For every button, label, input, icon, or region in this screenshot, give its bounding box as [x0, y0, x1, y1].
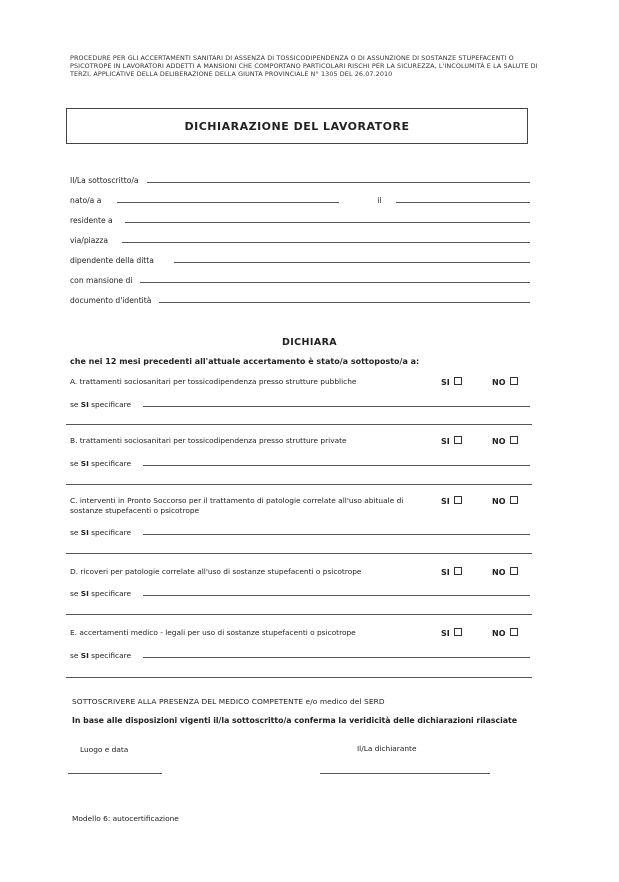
- si-checkbox[interactable]: [441, 567, 462, 577]
- specificare-label: se SI specificare: [70, 528, 132, 537]
- sottoscrivere-note: SOTTOSCRIVERE ALLA PRESENZA DEL MEDICO COMPETENTE e/o medico del SERD: [72, 697, 385, 706]
- si-checkbox[interactable]: [441, 628, 462, 638]
- fill-line[interactable]: [143, 465, 530, 466]
- field-label-il: il: [377, 196, 382, 205]
- no-label: NO: [492, 629, 506, 638]
- fill-line[interactable]: [143, 595, 530, 596]
- checkbox-icon[interactable]: [510, 496, 518, 504]
- no-checkbox[interactable]: [492, 377, 518, 387]
- separator-line: [66, 484, 532, 485]
- field-label: documento d'identità: [70, 296, 152, 305]
- field-label: nato/a a: [70, 196, 102, 205]
- separator-line: [66, 677, 532, 678]
- fill-line[interactable]: [159, 302, 530, 303]
- no-label: NO: [492, 378, 506, 387]
- field-label: dipendente della ditta: [70, 256, 154, 265]
- checkbox-icon[interactable]: [454, 377, 462, 385]
- specificare-row[interactable]: [70, 528, 530, 537]
- separator-line: [66, 553, 532, 554]
- si-label: SI: [441, 568, 450, 577]
- title-box: [66, 108, 528, 144]
- separator-line: [66, 614, 532, 615]
- specificare-row[interactable]: [70, 459, 530, 468]
- no-checkbox[interactable]: [492, 436, 518, 446]
- field-residente[interactable]: [70, 216, 530, 225]
- fill-line[interactable]: [117, 202, 339, 203]
- dichiarante-label: Il/La dichiarante: [357, 744, 417, 753]
- luogo-data-line[interactable]: [68, 773, 162, 774]
- checkbox-icon[interactable]: [454, 567, 462, 575]
- item-text: B. trattamenti sociosanitari per tossicodipendenza presso strutture private: [70, 436, 347, 445]
- checkbox-icon[interactable]: [454, 436, 462, 444]
- checkbox-icon[interactable]: [510, 567, 518, 575]
- no-label: NO: [492, 568, 506, 577]
- no-checkbox[interactable]: [492, 628, 518, 638]
- specificare-row[interactable]: [70, 651, 530, 660]
- modello-label: Modello 6: autocertificazione: [72, 814, 179, 823]
- fill-line[interactable]: [122, 242, 530, 243]
- fill-line[interactable]: [396, 202, 530, 203]
- item-text: D. ricoveri per patologie correlate all'uso di sostanze stupefacenti o psicotrope: [70, 567, 362, 576]
- luogo-data-label: Luogo e data: [80, 745, 129, 754]
- field-ditta[interactable]: [70, 256, 530, 265]
- fill-line[interactable]: [125, 222, 530, 223]
- separator-line: [66, 424, 532, 425]
- fill-line[interactable]: [174, 262, 530, 263]
- field-nato[interactable]: [70, 196, 530, 205]
- checkbox-icon[interactable]: [454, 496, 462, 504]
- dichiara-intro: che nei 12 mesi precedenti all'attuale accertamento è stato/a sottoposto/a a:: [70, 357, 420, 366]
- field-label: residente a: [70, 216, 113, 225]
- field-label: con mansione di: [70, 276, 133, 285]
- conferma-statement: In base alle disposizioni vigenti il/la sottoscritto/a conferma la veridicità delle dichiarazioni rilasciate: [72, 716, 518, 725]
- fill-line[interactable]: [143, 657, 530, 658]
- si-label: SI: [441, 378, 450, 387]
- checkbox-icon[interactable]: [510, 377, 518, 385]
- si-label: SI: [441, 437, 450, 446]
- checkbox-icon[interactable]: [510, 628, 518, 636]
- si-checkbox[interactable]: [441, 436, 462, 446]
- fill-line[interactable]: [147, 182, 530, 183]
- document-header: PROCEDURE PER GLI ACCERTAMENTI SANITARI DI ASSENZA DI TOSSICODIPENDENZA O DI ASSUNZIONE DI SOSTANZE STUPEFACENTI O PSICOTROPE IN LAVORATORI ADDETTI A MANSIONI CHE COMPORTANO PARTICOLARI RISCHI PER LA SICUREZZA, L'INCOLUMITÀ E LA SALUTE DI TERZI, APPLICATIVE DELLA DELIBERAZIONE DELLA GIUNTA PROVINCIALE N° 1305 DEL 26.07.2010: [70, 54, 538, 78]
- no-checkbox[interactable]: [492, 496, 518, 506]
- signature-line[interactable]: [320, 773, 490, 774]
- specificare-row[interactable]: [70, 400, 530, 409]
- no-checkbox[interactable]: [492, 567, 518, 577]
- specificare-row[interactable]: [70, 589, 530, 598]
- field-label: via/piazza: [70, 236, 109, 245]
- fill-line[interactable]: [143, 534, 530, 535]
- checkbox-icon[interactable]: [510, 436, 518, 444]
- field-label: Il/La sottoscritto/a: [70, 176, 139, 185]
- field-documento[interactable]: [70, 296, 530, 305]
- fill-line[interactable]: [143, 406, 530, 407]
- item-text: E. accertamenti medico - legali per uso di sostanze stupefacenti o psicotrope: [70, 628, 356, 637]
- field-mansione[interactable]: [70, 276, 530, 285]
- document-title: DICHIARAZIONE DEL LAVORATORE: [184, 120, 410, 133]
- specificare-label: se SI specificare: [70, 589, 132, 598]
- no-label: NO: [492, 497, 506, 506]
- item-text: A. trattamenti sociosanitari per tossicodipendenza presso strutture pubbliche: [70, 377, 357, 386]
- si-checkbox[interactable]: [441, 377, 462, 387]
- item-text: C. interventi in Pronto Soccorso per il trattamento di patologie correlate all'uso abituale di sostanze stupefacenti o psicotrope: [70, 496, 404, 515]
- si-label: SI: [441, 629, 450, 638]
- specificare-label: se SI specificare: [70, 400, 132, 409]
- specificare-label: se SI specificare: [70, 459, 132, 468]
- field-via[interactable]: [70, 236, 530, 245]
- si-checkbox[interactable]: [441, 496, 462, 506]
- no-label: NO: [492, 437, 506, 446]
- si-label: SI: [441, 497, 450, 506]
- dichiara-heading: DICHIARA: [281, 337, 338, 348]
- specificare-label: se SI specificare: [70, 651, 132, 660]
- fill-line[interactable]: [140, 282, 530, 283]
- checkbox-icon[interactable]: [454, 628, 462, 636]
- field-sottoscritto[interactable]: [70, 176, 530, 185]
